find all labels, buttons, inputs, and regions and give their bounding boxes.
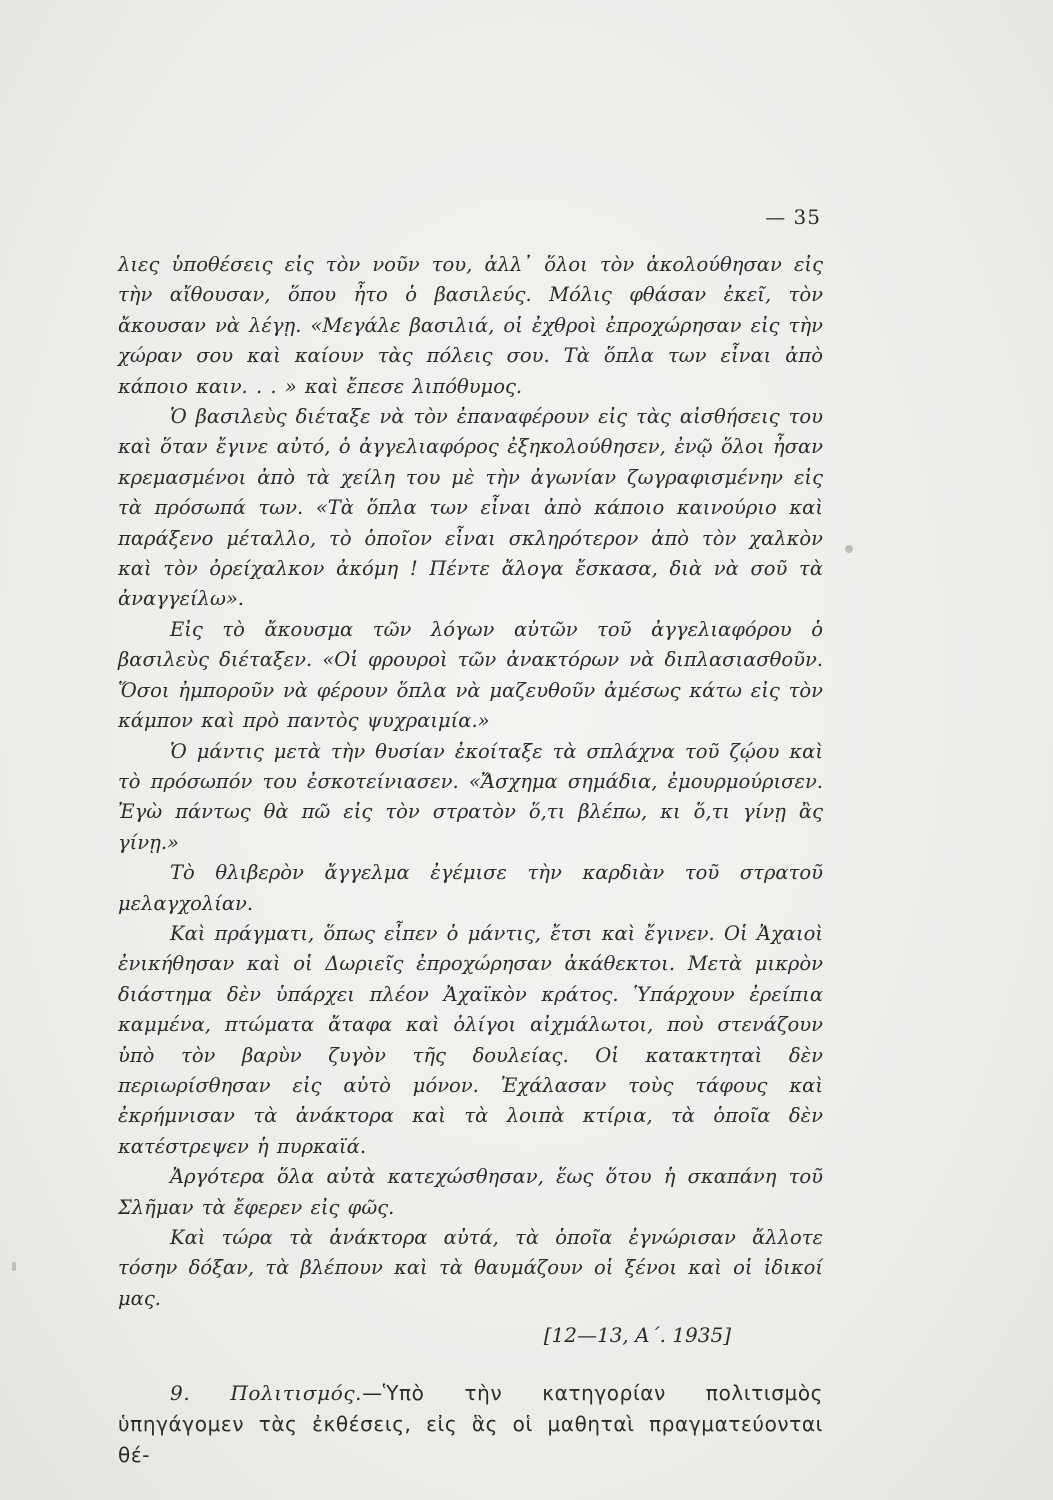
paragraph-2: Ὁ βασιλεὺς διέταξε νὰ τὸν ἐπαναφέρουν εἰς τὰς αἰσθήσεις του καὶ ὅταν ἔγινε αὐτό, ὁ ἀγγελιαφόρος ἐξηκολούθησεν, ἐνῷ ὅλοι ἦσαν κρεμασμένοι ἀπὸ τὰ χείλη του μὲ τὴν ἀγωνίαν ζωγραφισμένην εἰς τὰ πρόσωπά των. «Τὰ ὅπλα των εἶναι ἀπὸ κάποιο καινούριο καὶ παράξενο μέταλλο, τὸ ὁποῖον εἶναι σκληρότερον ἀπὸ τὸν χαλκὸν καὶ τὸν ὀρείχαλκον ἀκόμη ! Πέντε ἄλογα ἔσκασα, διὰ νὰ σοῦ τὰ ἀναγγείλω».	[118, 405, 823, 611]
paragraph-5: Τὸ θλιβερὸν ἄγγελμα ἐγέμισε τὴν καρδιὰν τοῦ στρατοῦ μελαγχολίαν.	[118, 861, 823, 915]
section-text: —Ὑπὸ τὴν κατηγορίαν πολιτισμὸς ὑπηγάγομεν τὰς ἐκθέσεις, εἰς ἃς οἱ μαθηταὶ πραγματεύονται θέ-	[118, 1381, 823, 1468]
date-reference: [12—13, Α΄. 1935]	[543, 1323, 731, 1348]
paragraph-3: Εἰς τὸ ἄκουσμα τῶν λόγων αὐτῶν τοῦ ἀγγελιαφόρου ὁ βασιλεὺς διέταξεν. «Οἱ φρουροὶ τῶν ἀνακτόρων νὰ διπλασιασθοῦν. Ὅσοι ἠμποροῦν νὰ φέρουν ὅπλα νὰ μαζευθοῦν ἀμέσως κάτω εἰς τὸν κάμπον καὶ πρὸ παντὸς ψυχραιμία.»	[118, 617, 823, 733]
paragraph-4: Ὁ μάντις μετὰ τὴν θυσίαν ἐκοίταξε τὰ σπλάχνα τοῦ ζῴου καὶ τὸ πρόσωπόν του ἐσκοτείνιασεν. «Ἄσχημα σημάδια, ἐμουρμούρισεν. Ἐγὼ πάντως θὰ πῶ εἰς τὸν στρατὸν ὅ,τι βλέπω, κι ὅ,τι γίνῃ ἂς γίνῃ.»	[118, 739, 823, 854]
paragraph-7: Ἀργότερα ὅλα αὐτὰ κατεχώσθησαν, ἕως ὅτου ἡ σκαπάνη τοῦ Σλῆμαν τὰ ἔφερεν εἰς φῶς.	[118, 1165, 823, 1219]
page-number: — 35	[765, 205, 821, 229]
section-9	[118, 1378, 823, 1471]
paper-speck	[845, 545, 853, 553]
paragraph-1: λιες ὑποθέσεις εἰς τὸν νοῦν του, ἀλλ᾽ ὅλοι τὸν ἀκολούθησαν εἰς τὴν αἴθουσαν, ὅπου ἦτο ὁ βασιλεύς. Μόλις φθάσαν ἐκεῖ, τὸν ἄκουσαν νὰ λέγῃ. «Μεγάλε βασιλιά, οἱ ἐχθροὶ ἐπροχώρησαν εἰς τὴν χώραν σου καὶ καίουν τὰς πόλεις σου. Τὰ ὅπλα των εἶναι ἀπὸ κάποιο καιν. . . » καὶ ἔπεσε λιπόθυμος.	[118, 253, 823, 398]
paragraph-8: Καὶ τώρα τὰ ἀνάκτορα αὐτά, τὰ ὁποῖα ἐγνώρισαν ἄλλοτε τόσην δόξαν, τὰ βλέπουν καὶ τὰ θαυμάζουν οἱ ξένοι καὶ οἱ ἰδικοί μας.	[118, 1226, 823, 1310]
section-title: 9. Πολιτισμός.	[170, 1381, 363, 1406]
body-text	[118, 250, 823, 1471]
paragraph-6: Καὶ πράγματι, ὅπως εἶπεν ὁ μάντις, ἔτσι καὶ ἔγινεν. Οἱ Ἀχαιοὶ ἐνικήθησαν καὶ οἱ Δωριεῖς ἐπροχώρησαν ἀκάθεκτοι. Μετὰ μικρὸν διάστημα δὲν ὑπάρχει πλέον Ἀχαϊκὸν κράτος. Ὑπάρχουν ἐρείπια καμμένα, πτώματα ἄταφα καὶ ὀλίγοι αἰχμάλωτοι, ποὺ στενάζουν ὑπὸ τὸν βαρὺν ζυγὸν τῆς δουλείας. Οἱ κατακτηταὶ δὲν περιωρίσθησαν εἰς αὐτὸ μόνον. Ἐχάλασαν τοὺς τάφους καὶ ἐκρήμνισαν τὰ ἀνάκτορα καὶ τὰ λοιπὰ κτίρια, τὰ ὁποῖα δὲν κατέστρεψεν ἡ πυρκαϊά.	[118, 921, 823, 1158]
paper-speck	[12, 1262, 16, 1271]
